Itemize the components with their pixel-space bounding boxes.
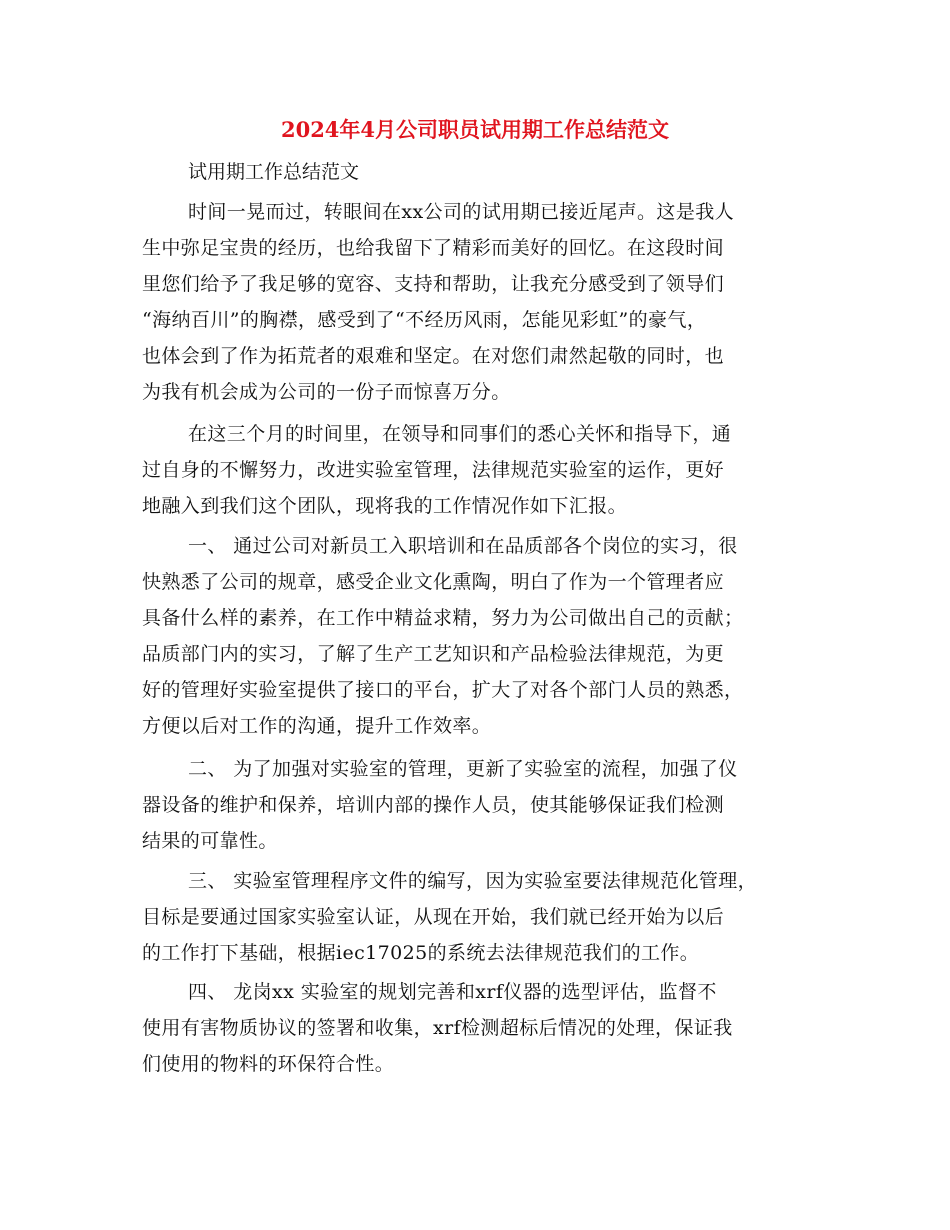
paragraph-line: 结果的可靠性。 xyxy=(142,830,278,852)
paragraph-line: 地融入到我们这个团队，现将我的工作情况作如下汇报。 xyxy=(142,495,628,517)
paragraph-line: 的工作打下基础，根据iec17025的系统去法律规范我们的工作。 xyxy=(142,942,700,964)
paragraph-line: 为我有机会成为公司的一份子而惊喜万分。 xyxy=(142,381,511,403)
paragraph-line: 好的管理好实验室提供了接口的平台，扩大了对各个部门人员的熟悉， xyxy=(142,679,744,701)
paragraph-line: 四、 龙岗xx 实验室的规划完善和xrf仪器的选型评估，监督不 xyxy=(188,981,717,1003)
paragraph-line: “海纳百川”的胸襟，感受到了“不经历风雨，怎能见彩虹”的豪气， xyxy=(142,309,707,331)
document-title: 2024年4月公司职员试用期工作总结范文 xyxy=(280,117,670,142)
paragraph-line: 器设备的维护和保养，培训内部的操作人员，使其能够保证我们检测 xyxy=(142,794,725,816)
paragraph-line: 具备什么样的素养，在工作中精益求精，努力为公司做出自己的贡献； xyxy=(142,607,744,629)
paragraph-line: 们使用的物料的环保符合性。 xyxy=(142,1053,395,1075)
paragraph-line: 快熟悉了公司的规章，感受企业文化熏陶，明白了作为一个管理者应 xyxy=(142,571,725,593)
document-subtitle: 试用期工作总结范文 xyxy=(188,161,360,183)
paragraph-line: 品质部门内的实习，了解了生产工艺知识和产品检验法律规范，为更 xyxy=(142,643,725,665)
paragraph-line: 生中弥足宝贵的经历，也给我留下了精彩而美好的回忆。在这段时间 xyxy=(142,237,725,259)
paragraph-line: 目标是要通过国家实验室认证，从现在开始，我们就已经开始为以后 xyxy=(142,906,725,928)
paragraph-line: 里您们给予了我足够的宽容、支持和帮助，让我充分感受到了领导们 xyxy=(142,273,725,295)
paragraph-line: 一、 通过公司对新员工入职培训和在品质部各个岗位的实习，很 xyxy=(188,535,738,557)
paragraph-line: 也体会到了作为拓荒者的艰难和坚定。在对您们肃然起敬的同时，也 xyxy=(142,345,725,367)
paragraph-line: 在这三个月的时间里，在领导和同事们的悉心关怀和指导下，通 xyxy=(188,423,732,445)
paragraph-line: 三、 实验室管理程序文件的编写，因为实验室要法律规范化管理， xyxy=(188,870,758,892)
paragraph-line: 二、 为了加强对实验室的管理，更新了实验室的流程，加强了仪 xyxy=(188,758,738,780)
paragraph-line: 方便以后对工作的沟通，提升工作效率。 xyxy=(142,715,492,737)
paragraph-line: 使用有害物质协议的签署和收集，xrf检测超标后情况的处理，保证我 xyxy=(142,1017,733,1039)
paragraph-line: 过自身的不懈努力，改进实验室管理，法律规范实验室的运作，更好 xyxy=(142,459,725,481)
paragraph-line: 时间一晃而过，转眼间在xx公司的试用期已接近尾声。这是我人 xyxy=(188,201,735,223)
